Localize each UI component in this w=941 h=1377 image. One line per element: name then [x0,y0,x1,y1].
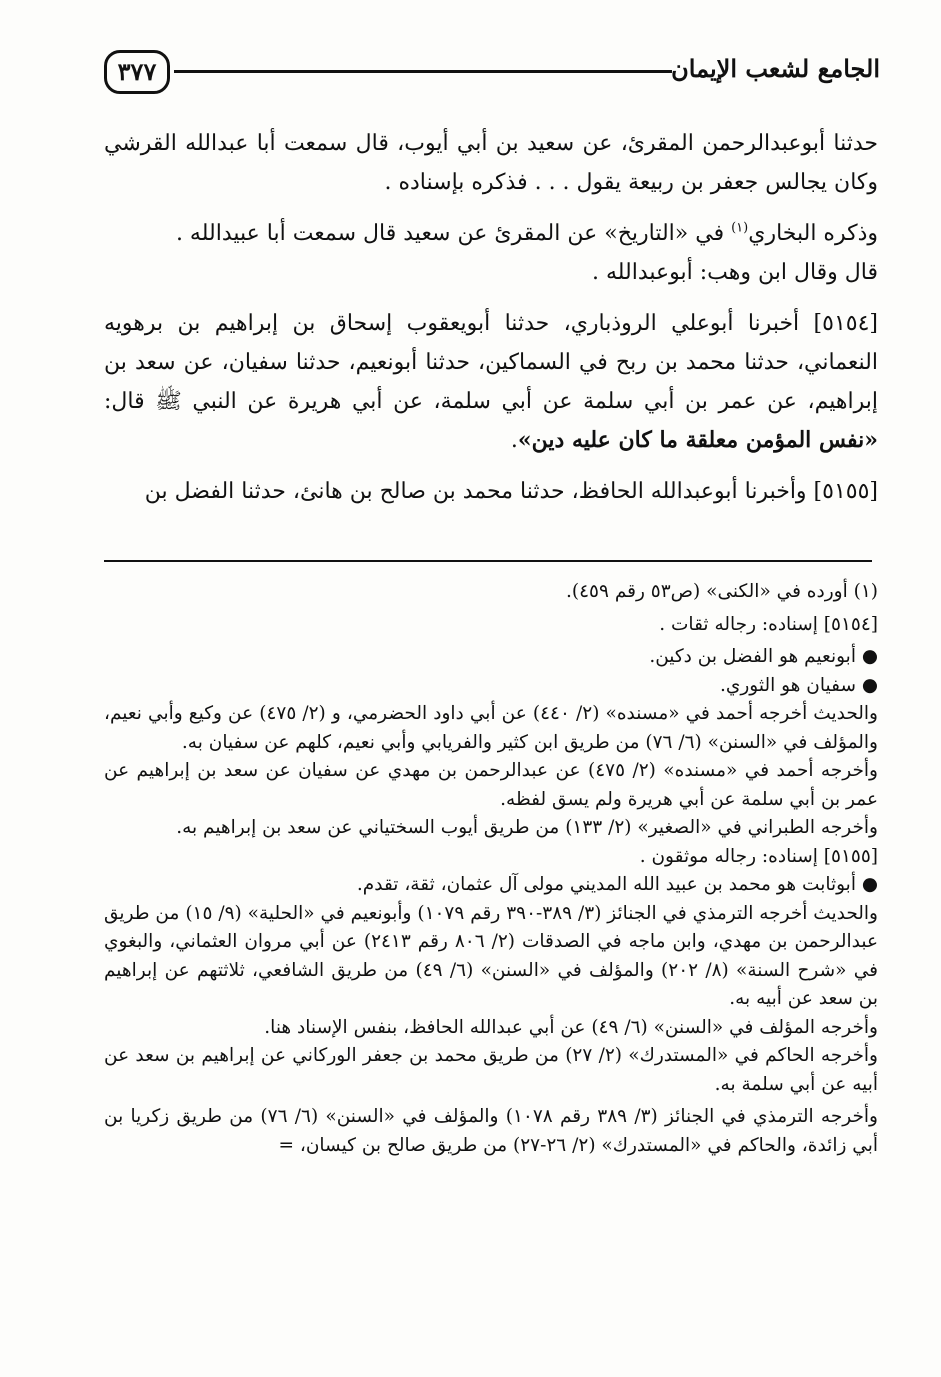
footnote: والحديث أخرجه الترمذي في الجنائز (٣/ ٣٨٩-٣٩٠ رقم ١٠٧٩) وأبونعيم في «الحلية» (٩/ ١٥) من طريق عبدالرحمن بن مهدي، وابن ماجه في الصدقات (٢/ ٨٠٦ رقم ٢٤١٣) عن أبي مروان العثماني، والبغوي في «شرح السنة» (٨/ ٢٠٢) والمؤلف في «السنن» (٦/ ٤٩) من طريق الشافعي، ثلاثتهم عن إبراهيم بن سعد عن أبيه به. [104,902,878,1009]
footnote: ● أبونعيم هو الفضل بن دكين. [649,646,878,667]
footnote: ● أبوثابت هو محمد بن عبيد الله المديني مولى آل عثمان، ثقة، تقدم. [356,874,878,895]
footnote-marker: (١) [731,220,749,236]
text-run: وذكره البخاري [748,221,878,246]
footnote: والحديث أخرجه أحمد في «مسنده» (٢/ ٤٤٠) عن أبي داود الحضرمي، و (٢/ ٤٧٥) عن وكيع وأبي نعيم، والمؤلف في «السنن» (٦/ ٧٦) من طريق ابن كثير والفريابي وأبي نعيم، كلهم عن سفيان به. [104,703,878,753]
footnote: [٥١٥٤] إسناده: رجاله ثقات . [659,613,878,635]
page-header [100,46,880,104]
footnote: وأخرجه أحمد في «مسنده» (٢/ ٤٧٥) عن عبدالرحمن بن مهدي عن سفيان عن سعد بن إبراهيم عن عمر بن أبي سلمة عن أبي هريرة ولم يسق لفظه. [104,760,878,810]
hadith-text: «نفس المؤمن معلقة ما كان عليه دين» [517,427,878,453]
footnote: ● سفيان هو الثوري. [720,674,878,696]
footnote: وأخرجه الحاكم في «المستدرك» (٢/ ٢٧) من طريق محمد بن جعفر الوركاني عن إبراهيم بن سعد عن أبيه عن أبي سلمة به. [104,1045,878,1095]
footnote: وأخرجه الترمذي في الجنائز (٣/ ٣٨٩ رقم ١٠٧٨) والمؤلف في «السنن» (٦/ ٧٦) من طريق زكريا بن أبي زائدة، والحاكم في «المستدرك» (٢/ ٢٦-٢٧) من طريق صالح بن كيسان، = [104,1106,878,1156]
footnote: وأخرجه المؤلف في «السنن» (٦/ ٤٩) عن أبي عبدالله الحافظ، بنفس الإسناد هنا. [264,1016,878,1038]
text-run: [٥١٥٤] أخبرنا أبوعلي الروذباري، حدثنا أبويعقوب إسحاق بن إبراهيم بن برهويه النعماني، حدثنا محمد بن ربح في السماكين، حدثنا أبونعيم، حدثنا سفيان، عن سعد بن إبراهيم، عن عمر بن أبي سلمة عن أبي سلمة، عن أبي هريرة عن النبي ﷺ قال: [104,311,878,414]
text-run: في «التاريخ» عن المقرئ عن سعيد قال سمعت أبا عبيدالله . [175,221,732,246]
hadith-5155: [٥١٥٥] وأخبرنا أبوعبدالله الحافظ، حدثنا محمد بن صالح بن هانئ، حدثنا الفضل بن [144,479,878,504]
footnote-separator [104,560,872,562]
paragraph: حدثنا أبوعبدالرحمن المقرئ، عن سعيد بن أبي أيوب، قال سمعت أبا عبدالله القرشي وكان يجالس جعفر بن ربيعة يقول . . . فذكره بإسناده . [104,131,878,195]
paragraph [104,214,878,253]
main-text [104,124,878,511]
footnotes [104,578,878,1160]
footnote: (١) أورده في «الكنى» (ص٥٣ رقم ٤٥٩). [566,581,878,602]
page-number: ٣٧٧ [104,50,170,94]
running-title: الجامع لشعب الإيمان [671,54,880,83]
footnote: [٥١٥٥] إسناده: رجاله موثقون . [639,845,878,867]
paragraph: قال وقال ابن وهب: أبوعبدالله . [591,260,878,285]
hadith-5154 [104,304,878,460]
footnote: وأخرجه الطبراني في «الصغير» (٢/ ١٣٣) من طريق أيوب السختياني عن سعد بن إبراهيم به. [176,817,878,838]
header-rule [174,70,672,73]
text-run: . [510,428,518,453]
